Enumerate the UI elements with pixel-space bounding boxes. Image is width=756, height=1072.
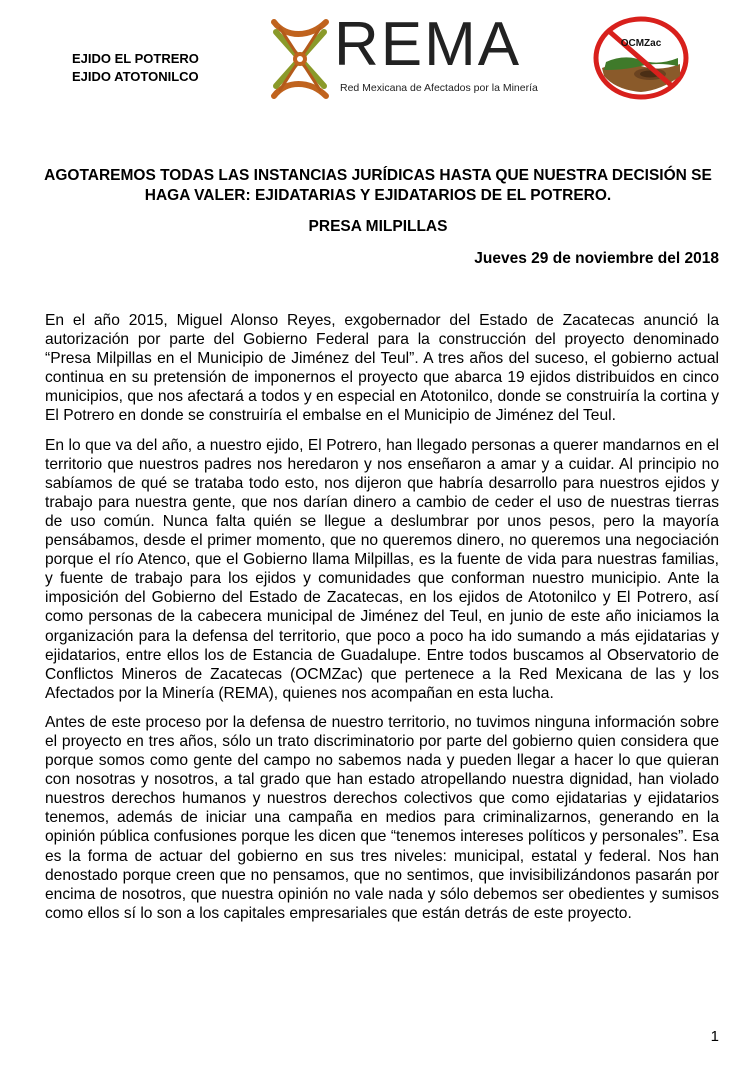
- document-title: AGOTAREMOS TODAS LAS INSTANCIAS JURÍDICAS HASTA QUE NUESTRA DECISIÓN SE HAGA VALER: EJIDATARIAS Y EJIDATARIOS DE EL POTRERO.: [44, 167, 712, 204]
- page-number: 1: [710, 1028, 719, 1045]
- rema-emblem-icon: [266, 16, 338, 102]
- paragraph: En el año 2015, Miguel Alonso Reyes, exgobernador del Estado de Zacatecas anunció la autorización por parte del Gobierno Federal para la construcción del proyecto denominado “Presa Milpillas en el Municipio de Jiménez del Teul”. A tres años del suceso, el gobierno actual continua en su pretensión de imponernos el proyecto que abarca 19 ejidos distribuidos en cinco municipios, que nos afectará a todos y en especial en Atotonilco, donde se construiría la cortina y El Potrero en donde se construiría el embalse en el Municipio de Jiménez del Teul.: [45, 312, 719, 425]
- ejido-names: [72, 50, 199, 86]
- ejido-name-1: EJIDO EL POTRERO: [72, 51, 199, 66]
- ocmzac-emblem-icon: [592, 16, 690, 100]
- paragraph: En lo que va del año, a nuestro ejido, El Potrero, han llegado personas a querer mandarnos en el territorio que nuestros padres nos heredaron y nos enseñaron a amar y a cuidar. Al principio no sabíamos de qué se trataba todo esto, nos dijeron que habría desarrollo para nuestros ejidos y trabajo para nuestra gente, que nos darían dinero a cambio de ceder el uso de nuestras tierras de uso común. Nunca falta quién se llegue a deslumbrar por unos pesos, pero la mayoría pensábamos, desde el primer momento, que no queremos dinero, no queremos una negociación porque el río Atenco, que el Gobierno llama Milpillas, es la fuente de vida para nuestras familias, y fuente de trabajo para los ejidos y comunidades que conforman nuestro municipio. Ante la imposición del Gobierno del Estado de Zacatecas, en los ejidos de Atotonilco y El Potrero, así como personas de la cabecera municipal de Jiménez del Teul, en junio de este año iniciamos la organización para la defensa del territorio, que poco a poco ha ido sumando a más ejidatarias y ejidatarios, entre ellos los de Estancia de Guadalupe. Entre todos buscamos al Observatorio de Conflictos Mineros de Zacatecas (OCMZac) que pertenece a la Red Mexicana de las y los Afectados por la Minería (REMA), quienes nos acompañan en esta lucha.: [45, 436, 719, 702]
- paragraph: Antes de este proceso por la defensa de nuestro territorio, no tuvimos ninguna información sobre el proyecto en tres años, sólo un trato discriminatorio por parte del gobierno quien considera que porque somos como gente del campo no sabemos nada y pueden llegar a hacer lo que quieran con nosotras y nosotros, a tal grado que han estado atropellando nuestra dignidad, han violado nuestros derechos humanos y nuestros derechos colectivos que como ejidatarias y ejidatarios tenemos, además de iniciar una campaña en medios para criminalizarnos, generando en la opinión pública confusiones porque les dicen que “tenemos intereses políticos y personales”. Esa es la forma de actuar del gobierno en sus tres niveles: municipal, estatal y federal. Nos han denostado porque creen que no pensamos, que no sentimos, que invisibilizándonos pasarán por encima de nosotros, que nuestra opinión no vale nada y sólo debemos ser obedientes y sumisos como ellos sí lo son a los capitales empresariales que están detrás de este proyecto.: [45, 713, 719, 922]
- rema-logo: [266, 10, 538, 102]
- ejido-name-2: EJIDO ATOTONILCO: [72, 69, 199, 84]
- rema-logo-wordmark: REMA: [334, 10, 522, 79]
- letterhead: [0, 0, 756, 110]
- rema-logo-subtitle: Red Mexicana de Afectados por la Minería: [340, 82, 538, 94]
- document-date: Jueves 29 de noviembre del 2018: [474, 250, 719, 267]
- document-body: [45, 311, 719, 933]
- ocmzac-logo-text: OCMZac: [620, 38, 662, 49]
- ocmzac-logo: [592, 16, 690, 105]
- document-subtitle: PRESA MILPILLAS: [308, 218, 448, 235]
